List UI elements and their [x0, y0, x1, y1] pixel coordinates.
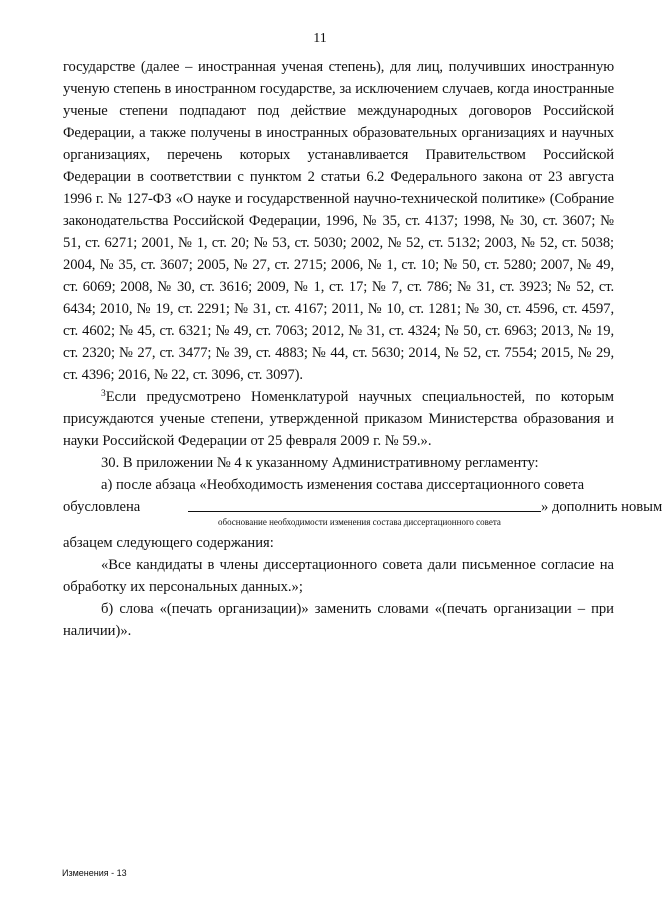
fill-line-caption: обоснование необходимости изменения состава диссертационного совета — [218, 517, 501, 527]
document-body — [63, 56, 662, 642]
item-b-paragraph: б) слова «(печать организации)» заменить словами «(печать организации – при наличии)». — [63, 601, 614, 639]
item-a-last-line: абзацем следующего содержания: — [63, 535, 274, 551]
blank-fill-line — [188, 511, 541, 512]
footnote-marker: 3 — [101, 389, 106, 399]
fill-line-prefix: обусловлена — [63, 499, 141, 515]
page-number: 11 — [313, 31, 327, 46]
item-30-paragraph: 30. В приложении № 4 к указанному Административному регламенту: — [101, 455, 539, 471]
fill-line-suffix: » дополнить новым — [541, 499, 662, 515]
fill-caption-row — [63, 518, 614, 532]
paragraph-continuation: государстве (далее – иностранная ученая степень), для лиц, получивших иностранную ученую степень в иностранном государстве, за исключением случаев, когда иностранные ученые степени подпадают под действие международных договоров Российской Федерации, а также получены в иностранных образовательных организациях и научных организациях, перечень которых устанавливается Правительством Российской Федерации в соответствии с пунктом 2 статьи 6.2 Федерального закона от 23 августа 1996 г. № 127-ФЗ «О науке и государственной научно-технической политике» (Собрание законодательства Российской Федерации, 1996, № 35, ст. 4137; 1998, № 30, ст. 3607; № 51, ст. 6271; 2001, № 1, ст. 20; № 53, ст. 5030; 2002, № 52, ст. 5132; 2003, № 52, ст. 5038; 2004, № 35, ст. 3607; 2005, № 27, ст. 2715; 2006, № 1, ст. 10; № 50, ст. 5280; 2007, № 49, ст. 6069; 2008, № 30, ст. 3616; 2009, № 1, ст. 17; № 7, ст. 786; № 31, ст. 3923; № 52, ст. 6434; 2010, № 19, ст. 2291; № 31, ст. 4167; 2011, № 10, ст. 1281; № 30, ст. 4596, ст. 4597, ст. 4602; № 45, ст. 6321; № 49, ст. 7063; 2012, № 31, ст. 4324; № 50, ст. 6963; 2013, № 19, ст. 2320; № 27, ст. 3477; № 39, ст. 4883; № 44, ст. 5630; 2014, № 52, ст. 7554; 2015, № 29, ст. 4396; 2016, № 22, ст. 3096, ст. 3097). — [63, 59, 614, 383]
footnote-text: Если предусмотрено Номенклатурой научных специальностей, по которым присуждаются ученые степени, утвержденной приказом Министерства образования и науки Российской Федерации от 25 февраля 2009 г. № 59.». — [63, 389, 614, 449]
footer-label: Изменения - 13 — [62, 868, 127, 878]
item-a-fill-line-row — [63, 496, 662, 518]
item-a-first-line: а) после абзаца «Необходимость изменения состава диссертационного совета — [101, 477, 585, 493]
quoted-new-paragraph: «Все кандидаты в члены диссертационного совета дали письменное согласие на обработку их персональных данных.»; — [63, 557, 614, 595]
footnote-paragraph — [63, 386, 614, 452]
